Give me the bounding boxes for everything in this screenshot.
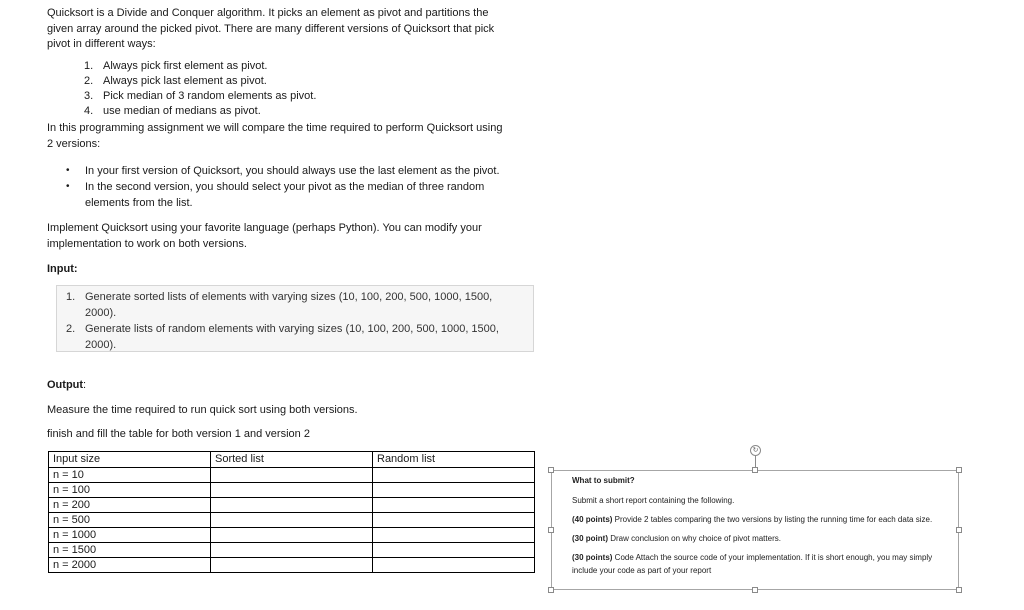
table-cell[interactable] xyxy=(373,513,535,528)
submit-item xyxy=(572,533,950,546)
list-item xyxy=(66,289,533,321)
bullet-icon: • xyxy=(66,181,70,192)
table-cell[interactable] xyxy=(373,558,535,573)
list-text: In your first version of Quicksort, you should always use the last element as the pivot. xyxy=(85,165,500,177)
intro-line-3: pivot in different ways: xyxy=(47,38,156,50)
list-item xyxy=(66,163,536,179)
table-row xyxy=(49,483,535,498)
intro-line-1: Quicksort is a Divide and Conquer algorithm. It picks an element as pivot and partitions the xyxy=(47,7,489,19)
header-sorted-list: Sorted list xyxy=(211,452,373,468)
resize-handle-top-left[interactable] xyxy=(548,467,554,473)
implement-paragraph xyxy=(47,221,537,252)
list-number: 4. xyxy=(84,105,94,117)
table-row xyxy=(49,528,535,543)
input-heading: Input: xyxy=(47,263,78,275)
submit-item-text: Code Attach the source code of your implementation. If it is short enough, you may simply include your code as part of your report xyxy=(572,553,933,575)
intro-line-2: given array around the picked pivot. There are many different versions of Quicksort that pick xyxy=(47,22,495,35)
resize-handle-top[interactable] xyxy=(752,467,758,473)
measure-text: Measure the time required to run quick sort using both versions. xyxy=(47,404,358,416)
table-cell[interactable] xyxy=(373,498,535,513)
pivot-methods-list xyxy=(84,59,316,119)
table-row xyxy=(49,468,535,483)
submit-item-text: Draw conclusion on why choice of pivot matters. xyxy=(608,533,781,543)
finish-text: finish and fill the table for both version 1 and version 2 xyxy=(47,428,310,440)
table-cell[interactable] xyxy=(211,513,373,528)
table-header-row xyxy=(49,452,535,468)
table-cell[interactable]: n = 200 xyxy=(49,498,211,513)
table-cell[interactable] xyxy=(211,528,373,543)
list-text: Generate lists of random elements with varying sizes (10, 100, 200, 500, 1000, 1500, 2000). xyxy=(85,323,499,351)
resize-handle-left[interactable] xyxy=(548,527,554,533)
table-row xyxy=(49,513,535,528)
list-item xyxy=(84,104,316,119)
list-number: 3. xyxy=(84,90,94,102)
table-cell[interactable]: n = 1000 xyxy=(49,528,211,543)
table-cell[interactable] xyxy=(373,483,535,498)
table-row xyxy=(49,558,535,573)
list-text: Always pick first element as pivot. xyxy=(103,60,268,72)
submit-item-points: (30 point) xyxy=(572,533,608,543)
table-cell[interactable] xyxy=(211,543,373,558)
bullet-icon: • xyxy=(66,165,70,176)
table-cell[interactable]: n = 100 xyxy=(49,483,211,498)
assignment-line-1: In this programming assignment we will compare the time required to perform Quicksort using xyxy=(47,122,503,134)
table-cell[interactable]: n = 10 xyxy=(49,468,211,483)
submit-intro: Submit a short report containing the following. xyxy=(572,495,735,505)
output-heading-colon: : xyxy=(83,379,87,391)
list-item xyxy=(84,89,316,104)
resize-handle-bottom[interactable] xyxy=(752,587,758,593)
rotate-handle-icon[interactable]: ↻ xyxy=(750,445,761,456)
resize-handle-bottom-left[interactable] xyxy=(548,587,554,593)
table-row xyxy=(49,543,535,558)
table-cell[interactable] xyxy=(211,498,373,513)
table-row xyxy=(49,498,535,513)
list-item xyxy=(66,321,533,353)
list-item xyxy=(66,179,506,211)
table-cell[interactable]: n = 2000 xyxy=(49,558,211,573)
list-number: 1. xyxy=(84,60,94,72)
list-text: use median of medians as pivot. xyxy=(103,105,261,117)
list-item xyxy=(84,74,316,89)
output-heading xyxy=(47,379,86,391)
submit-item-text: Provide 2 tables comparing the two versions by listing the running time for each data size. xyxy=(612,515,933,524)
submit-item-points: (30 points) xyxy=(572,553,613,562)
output-heading-label: Output xyxy=(47,379,84,391)
resize-handle-bottom-right[interactable] xyxy=(956,587,962,593)
submit-item xyxy=(572,552,950,577)
list-text: Always pick last element as pivot. xyxy=(103,75,267,87)
submit-item-points: (40 points) xyxy=(572,515,613,524)
resize-handle-top-right[interactable] xyxy=(956,467,962,473)
assignment-line-2: 2 versions: xyxy=(47,137,101,150)
table-cell[interactable] xyxy=(211,483,373,498)
header-random-list: Random list xyxy=(373,452,535,468)
rotate-handle-line xyxy=(755,456,756,467)
table-cell[interactable]: n = 500 xyxy=(49,513,211,528)
list-text: In the second version, you should select your pivot as the median of three random elements from the list. xyxy=(85,181,485,209)
table-cell[interactable] xyxy=(373,468,535,483)
list-text: Pick median of 3 random elements as pivot. xyxy=(103,90,317,102)
input-box xyxy=(56,285,534,352)
results-table xyxy=(48,451,535,573)
list-number: 2. xyxy=(66,323,76,335)
intro-paragraph xyxy=(47,6,537,53)
submit-item xyxy=(572,514,950,527)
list-item xyxy=(84,59,316,74)
table-cell[interactable]: n = 1500 xyxy=(49,543,211,558)
submit-text-box[interactable] xyxy=(551,470,959,590)
resize-handle-right[interactable] xyxy=(956,527,962,533)
header-input-size: Input size xyxy=(49,452,211,468)
list-number: 2. xyxy=(84,75,94,87)
table-cell[interactable] xyxy=(373,543,535,558)
implement-line-1: Implement Quicksort using your favorite language (perhaps Python). You can modify your xyxy=(47,222,482,234)
submit-content xyxy=(572,475,950,577)
list-number: 1. xyxy=(66,291,76,303)
table-cell[interactable] xyxy=(211,468,373,483)
table-cell[interactable] xyxy=(373,528,535,543)
implement-line-2: implementation to work on both versions. xyxy=(47,237,247,250)
submit-title: What to submit? xyxy=(572,476,635,485)
versions-list xyxy=(66,163,536,211)
assignment-paragraph xyxy=(47,121,537,152)
list-text: Generate sorted lists of elements with varying sizes (10, 100, 200, 500, 1000, 1500, 2000). xyxy=(85,291,493,319)
table-cell[interactable] xyxy=(211,558,373,573)
